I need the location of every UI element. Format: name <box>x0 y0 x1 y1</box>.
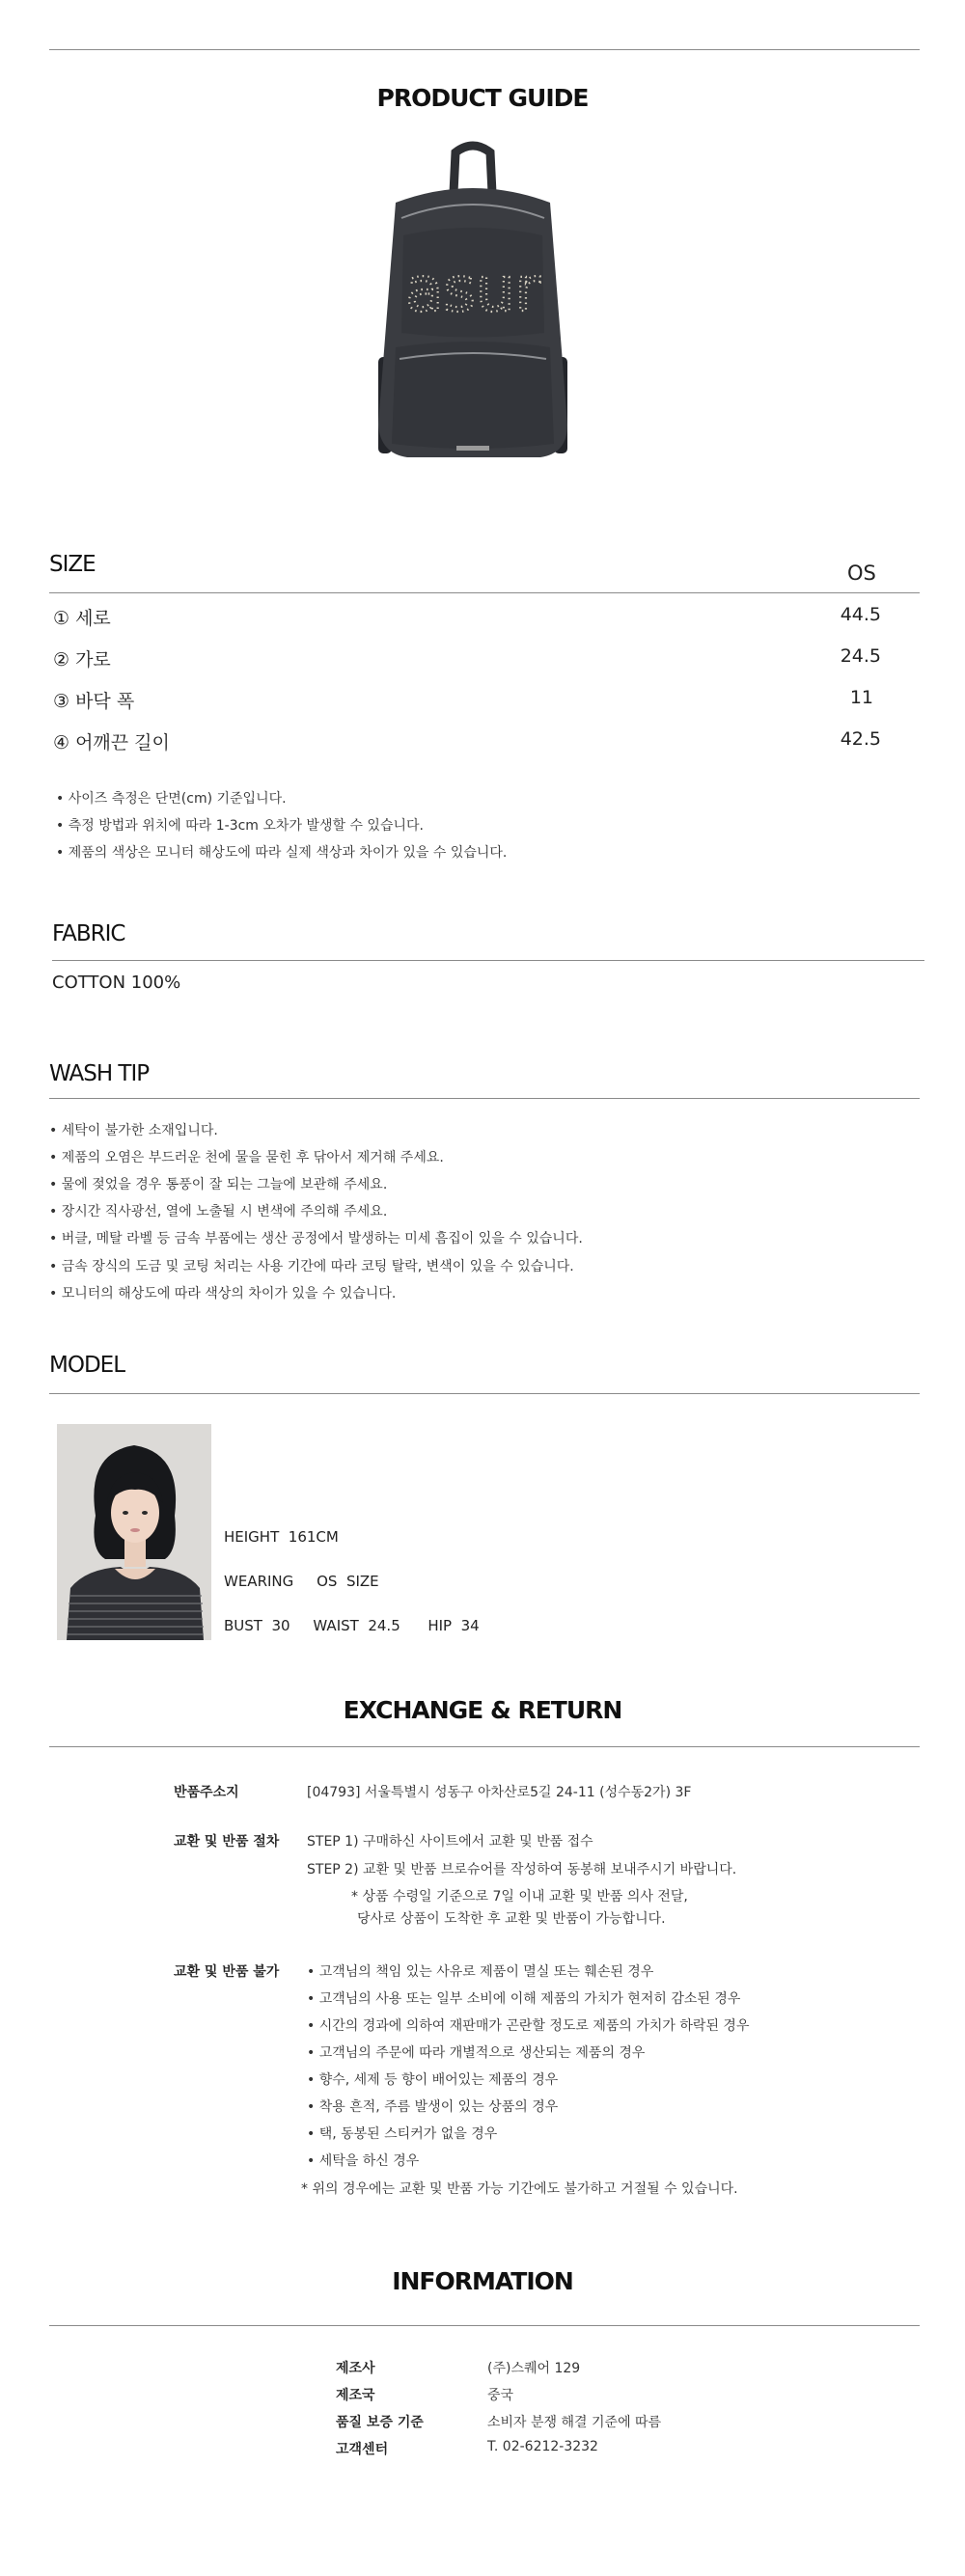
return-address: [04793] 서울특별시 성동구 아차산로5길 24-11 (성수동2가) 3F <box>307 1785 692 1800</box>
exchange-step: STEP 2) 교환 및 반품 브로슈어를 작성하여 동봉해 보내주시기 바랍니다. <box>307 1862 737 1877</box>
info-value: (주)스퀘어 129 <box>487 2361 581 2376</box>
model-section-title: MODEL <box>49 1353 125 1378</box>
exchange-unavailable-item: • 택, 동봉된 스티커가 없을 경우 <box>307 2126 498 2142</box>
size-row-value: 44.5 <box>840 604 881 625</box>
size-row-label: ③ 바닥 폭 <box>53 691 135 712</box>
information-divider <box>49 2325 920 2326</box>
exchange-unavailable-item: • 고객님의 사용 또는 일부 소비에 이해 제품의 가치가 현저히 감소된 경우 <box>307 1991 741 2007</box>
exchange-unavailable-item: • 향수, 세제 등 향이 배어있는 제품의 경우 <box>307 2072 559 2088</box>
info-value: 중국 <box>487 2388 514 2403</box>
size-row-value: 42.5 <box>840 728 881 750</box>
model-divider <box>49 1393 920 1394</box>
info-label: 제조국 <box>336 2388 375 2403</box>
exchange-step-note: 당사로 상품이 도착한 후 교환 및 반품이 가능합니다. <box>357 1911 666 1927</box>
product-guide-title: PRODUCT GUIDE <box>376 84 589 112</box>
model-measurements: BUST 30 WAIST 24.5 HIP 34 <box>224 1617 480 1634</box>
exchange-unavailable-item: • 세탁을 하신 경우 <box>307 2153 420 2169</box>
size-row-label: ① 세로 <box>53 608 111 629</box>
wash-tip-item: • 버클, 메탈 라벨 등 금속 부품에는 생산 공정에서 발생하는 미세 흠집이 있을 수 있습니다. <box>49 1231 583 1247</box>
wash-tip-item: • 모니터의 해상도에 따라 색상의 차이가 있을 수 있습니다. <box>49 1286 397 1302</box>
size-row-value: 24.5 <box>840 645 881 667</box>
size-row <box>53 687 902 716</box>
wash-tip-item: • 물에 젖었을 경우 통풍이 잘 되는 그늘에 보관해 주세요. <box>49 1177 388 1192</box>
size-row-label: ② 가로 <box>53 649 111 671</box>
return-address-label: 반품주소지 <box>174 1785 239 1800</box>
size-divider <box>49 592 920 593</box>
wash-tip-divider <box>49 1098 920 1099</box>
product-image-backpack <box>357 135 589 478</box>
information-title: INFORMATION <box>392 2267 573 2295</box>
exchange-unavailable-item: • 시간의 경과에 의하여 재판매가 곤란할 정도로 제품의 가치가 하락된 경우 <box>307 2018 750 2034</box>
exchange-footer-note: * 위의 경우에는 교환 및 반품 가능 기간에도 불가하고 거절될 수 있습니다. <box>301 2181 738 2197</box>
top-divider <box>49 49 920 50</box>
size-note: • 측정 방법과 위치에 따라 1-3cm 오차가 발생할 수 있습니다. <box>56 818 424 834</box>
wash-tip-item: • 제품의 오염은 부드러운 천에 물을 묻힌 후 닦아서 제거해 주세요. <box>49 1150 444 1165</box>
wash-tip-item: • 장시간 직사광선, 열에 노출될 시 변색에 주의해 주세요. <box>49 1204 388 1219</box>
product-brand-logo: asur <box>405 255 540 326</box>
info-label: 품질 보증 기준 <box>336 2415 424 2430</box>
exchange-unavailable-label: 교환 및 반품 불가 <box>174 1964 280 1980</box>
wash-tip-item: • 세탁이 불가한 소재입니다. <box>49 1123 218 1138</box>
exchange-unavailable-item: • 고객님의 주문에 따라 개별적으로 생산되는 제품의 경우 <box>307 2045 646 2061</box>
size-section-title: SIZE <box>49 552 96 577</box>
size-column-header: OS <box>847 562 876 585</box>
size-row <box>53 728 902 757</box>
info-value: T. 02-6212-3232 <box>487 2439 598 2454</box>
fabric-divider <box>52 960 924 961</box>
model-height: HEIGHT 161CM <box>224 1528 339 1546</box>
size-row <box>53 645 902 674</box>
model-wearing-size: WEARING OS SIZE <box>224 1573 379 1590</box>
size-row-value: 11 <box>849 687 873 708</box>
exchange-step-note: * 상품 수령일 기준으로 7일 이내 교환 및 반품 의사 전달, <box>351 1889 688 1905</box>
exchange-unavailable-item: • 고객님의 책임 있는 사유로 제품이 멸실 또는 훼손된 경우 <box>307 1964 654 1980</box>
model-photo <box>57 1424 211 1640</box>
info-label: 제조사 <box>336 2361 375 2376</box>
size-note: • 제품의 색상은 모니터 해상도에 따라 실제 색상과 차이가 있을 수 있습니다. <box>56 845 508 861</box>
size-row-label: ④ 어깨끈 길이 <box>53 732 170 754</box>
exchange-divider <box>49 1746 920 1747</box>
wash-tip-section-title: WASH TIP <box>49 1061 150 1086</box>
exchange-return-title: EXCHANGE & RETURN <box>343 1696 622 1724</box>
wash-tip-item: • 금속 장식의 도금 및 코팅 처리는 사용 기간에 따라 코팅 탈락, 변색이 있을 수 있습니다. <box>49 1259 574 1274</box>
fabric-section-title: FABRIC <box>52 921 125 946</box>
exchange-step: STEP 1) 구매하신 사이트에서 교환 및 반품 접수 <box>307 1834 593 1850</box>
info-label: 고객센터 <box>336 2442 389 2457</box>
exchange-unavailable-item: • 착용 흔적, 주름 발생이 있는 상품의 경우 <box>307 2099 559 2115</box>
size-row <box>53 604 902 633</box>
size-note: • 사이즈 측정은 단면(cm) 기준입니다. <box>56 791 287 807</box>
fabric-composition: COTTON 100% <box>52 973 181 993</box>
exchange-process-label: 교환 및 반품 절차 <box>174 1834 280 1850</box>
info-value: 소비자 분쟁 해결 기준에 따름 <box>487 2415 662 2430</box>
